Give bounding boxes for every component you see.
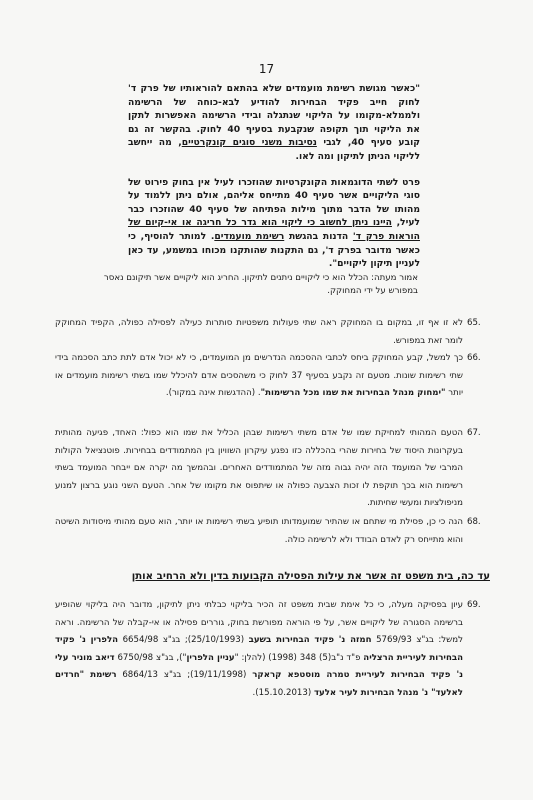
case-name: רשימת "חרדים לאלעד" נ' מנהל הבחירות לעיר אלעד [55,670,463,698]
paragraph-text: לא זו אף זו, במקום בו המחוקק ראה שתי פעולות משפטיות סותרות כעילה לפסילה כפולה, הקפיד המחוקק לומר זאת במפורש. [55,318,463,346]
paragraph-68 [55,514,481,549]
paragraph-67 [55,425,481,513]
paragraph-number: 68. [467,517,481,527]
paragraph-text: כך למשל, קבע המחוקק ביחס לכתבי ההסכמה הנדרשים מן המועמדים, כי לא יכול אדם לתת כתב הסכמה בידי שתי רשימות שונות. מטעם זה נקבע בסעיף 37 לחוק כי משהסכים אדם להיכלל שמו בשתי רשימות מועמדים או יותר "ימחוק מנהל הבחירות את שמו מכל הרשימות". (ההדגשות אינה במקור). [55,353,463,398]
case-name: חמזה נ' פקיד הבחירות בשעב [248,635,372,645]
paragraph-text: הטעם המהותי למחיקת שמו של אדם משתי רשימות שבהן הכליל את שמו הוא כפול: האחד, פגיעה מהותית בעקרונות היסוד של בחירות שהרי בהכללה כזו נפגע עיקרון השוויון בין המתמודדים בבחירות. פוטנציאל הקולות המרבי של המועמד הזה יהיה גבוה מזה של המתמודדים האחרים. ובהמשך מה יקרה אם ייבחר המועמד בשתי רשימות הוא בכך תוקפת לו זכות הצבעה כפולה או שיתפוס את מקומו של אחר. הטעם השני נוגע ברצון למנוע מניפולציות ומעשי שחיתות. [55,428,463,508]
block-quote [128,82,420,283]
paragraph-text: הנה כי כן, פסילת מי שתחם או שהתיר שמועמדותו תופיע בשתי רשימות או יותר, הוא טעם מהותי מיסודות השיטה והוא מתייחס רק לאדם הבודד ולא לרשימה כולה. [55,517,463,545]
paragraph-69 [55,597,481,702]
note-paragraph: אמור מעתה: הכלל הוא כי ליקויים ניתנים לתיקון. החריג הוא ליקויים אשר תיקונם נאסר במפורש על ידי המחוקק. [103,273,418,296]
case-name: דיאב מוניר עלי נ' פקיד הבחירות לעיריית טמרה מוסטפא קראקר [55,652,463,680]
case-name: הלפרין נ' פקיד הבחירות לעיריית הרצליה [55,635,463,663]
page-number: 17 [258,62,275,76]
paragraph-number: 69. [467,600,481,610]
emphasis-text: "ימחוק מנהל הבחירות את שמו מכל הרשימות" [260,388,446,398]
quote-paragraph-1: "כאשר מגושת רשימת מועמדים שלא בהתאם להוראותיו של פרק ד' לחוק חייב פקיד הבחירות להודיע לבא-כוחה של הרשימה ולממלא-מקומו על הליקוי שנתגלה ובידי הרשימה האפשרות לתקן את הליקוי תוך תקופה שנקבעת בסעיף 40 לחוק. בהקשר זה גם קובע סעיף 40, לגבי נסיבות משני סוגים קונקרטיים, מה ייחשב לליקוי הניתן לתיקון ומה לאו. [128,83,421,162]
quote-underline-1: נסיבות משני סוגים קונקרטיים [181,137,317,149]
paragraph-number: 66. [467,353,481,363]
paragraph-number: 65. [467,318,481,328]
paragraph-65 [55,315,481,350]
section-heading: עד כה, בית משפט זה אשר את עילות הפסילה הקבועות בדין ולא הרחיב אותן [131,571,490,582]
quote-paragraph-2: פרט לשתי הדוגמאות הקונקרטיות שהוזכרו לעיל אין בחוק פירוט של סוגי הליקויים אשר סעיף 40 מתייחס אליהם, אולם ניתן ללמוד על מהותו של הדבר מתוך מילות הפתיחה של סעיף 40 שהוזכרו כבר לעיל, היינו ניתן לחשוב כי ליקוי הוא גדר כל חריגה או אי-קיום של הוראות פרק ד' הדנות בהגשת רשימת מועמדים. למותר להוסיף, כי כאשר מדובר בפרק ד', גם התקנות שהותקנו מכוחו במשמע, עד כאן לעניין תיקון ליקויים". [128,176,421,270]
quote-underline-2: היינו ניתן לחשוב כי ליקוי הוא גדר כל חריגה או אי-קיום של הוראות פרק ד' [128,217,420,242]
quote-underline-3: רשימת מועמדים [214,230,285,242]
paragraph-number: 67. [467,428,481,438]
paragraph-text: עיון בפסיקה מעלה, כי כל אימת שבית משפט זה הכיר בליקוי כבלתי ניתן לתיקון, מדובר היה בליקוי שהופיע ברשימה הסגורה של ליקויים אשר, על פי הוראה מפורשת בחוק, גוררים פסילה או אי-קבלה של הרשימה. וראה למשל: בג"צ 5769/93 חמזה נ' פקיד הבחירות בשעב (25/10/1993); בג"צ 6654/98 הלפרין נ' פקיד הבחירות לעיריית הרצליה פ"ד נ"ב(5) 348 (1998) (להלן: "עניין הלפרין"), בג"צ 6750/98 דיאב מוניר עלי נ' פקיד הבחירות לעיריית טמרה מוסטפא קראקר (19/11/1998); בג"צ 6864/13 רשימת "חרדים לאלעד" נ' מנהל הבחירות לעיר אלעד (15.10.2013). [55,600,463,698]
paragraph-66 [55,350,481,403]
case-short-name: עניין הלפרין [186,652,235,663]
